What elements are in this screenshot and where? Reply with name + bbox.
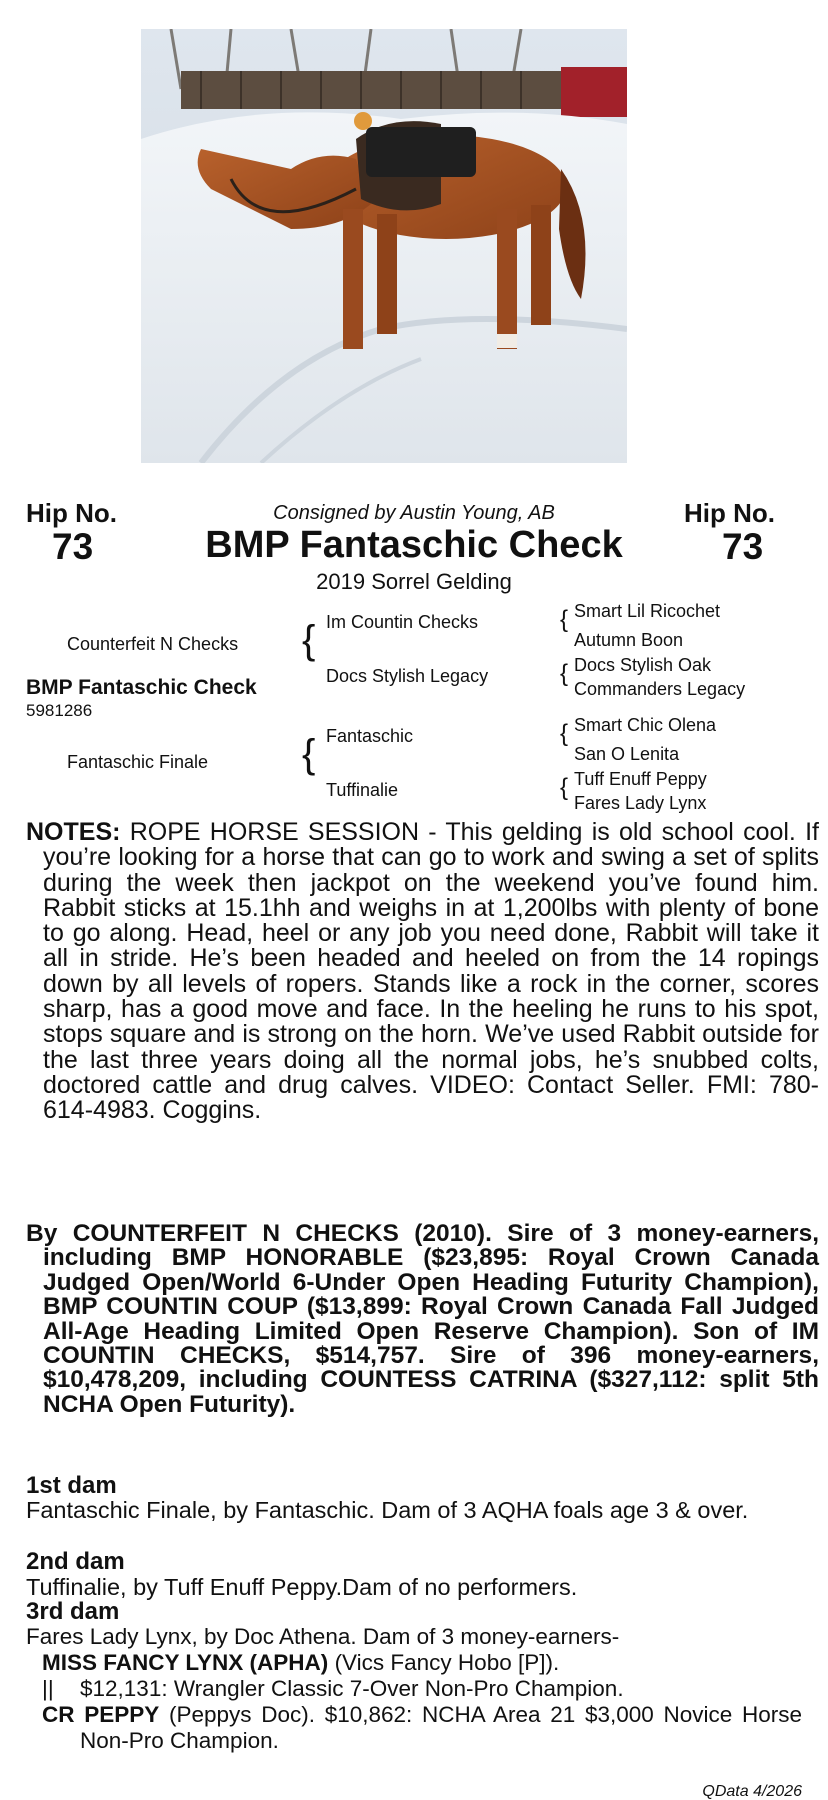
produce-1-name: MISS FANCY LYNX (APHA) [42,1650,329,1675]
sorrel-gelding-photo [141,29,627,463]
pedigree-brace: { [560,660,569,687]
pedigree-g4: Commanders Legacy [574,679,746,699]
produce-1-sire: (Vics Fancy Hobo [P]). [334,1650,560,1675]
second-dam-heading: 2nd dam [26,1548,125,1575]
pedigree-g8: Fares Lady Lynx [574,793,707,813]
hip-label-left: Hip No. [26,498,117,528]
pedigree-brace: { [302,618,316,662]
pedigree-dam-dam: Tuffinalie [326,780,399,800]
pedigree-dam-sire: Fantaschic [326,726,414,746]
produce-2 [42,1702,802,1754]
hip-label-right: Hip No. [684,498,775,528]
first-dam-heading: 1st dam [26,1472,117,1499]
horse-photo [141,29,627,463]
second-dam-text: Tuffinalie, by Tuff Enuff Peppy.Dam of no performers. [26,1574,578,1600]
pedigree-g1: Smart Lil Ricochet [574,601,721,621]
pedigree-g3: Docs Stylish Oak [574,655,712,675]
pedigree-g2: Autumn Boon [574,630,684,650]
qdata-footer: QData 4/2026 [702,1783,802,1800]
notes-paragraph [26,820,819,1124]
registration-number: 5981286 [26,701,93,720]
pedigree-dam: Fantaschic Finale [67,752,209,772]
notes-text: ROPE HORSE SESSION - This gelding is old school cool. If you’re looking for a horse that can go to work and swing a set of splits during the week then jackpot on the weekend you’ve found him. Rabbit sticks at 15.1hh and weighs in at 1,200lbs with plenty of bone to go along. Head, heel or any job you need done, Rabbit will take it all in stride. He’s been headed and heeled on from the 14 ropings down by all levels of ropers. Stands like a rock in the corner, scores sharp, has a good move and face. In the heeling he runs to his spot, stops square and is strong on the horn. We’ve used Rabbit outside for the last three years doing all the normal jobs, he’s snubbed colts, doctored cattle and drug calves. VIDEO: Contact Seller. FMI: 780-614-4983. Coggins. [43,818,819,1125]
hip-number-left: 73 [52,526,94,567]
consigner-line: Consigned by Austin Young, AB [273,502,555,524]
pedigree-sire-sire: Im Countin Checks [326,612,479,632]
third-dam-text: Fares Lady Lynx, by Doc Athena. Dam of 3 money-earners- [26,1624,620,1649]
first-dam-text: Fantaschic Finale, by Fantaschic. Dam of 3 AQHA foals age 3 & over. [26,1497,749,1523]
sire-summary: By COUNTERFEIT N CHECKS (2010). Sire of 3 money-earners, including BMP HONORABLE ($23,895: Royal Crown Canada Judged Open/World 6-Under Open Heading Futurity Champion), BMP COUNTIN COUP ($13,899: Royal Crown Canada Fall Judged All-Age Heading Limited Open Reserve Champion). Son of IM COUNTIN CHECKS, $514,757. Sire of 396 money-earners, $10,478,209, including COUNTESS CATRINA ($327,112: split 5th NCHA Open Futurity). [26,1220,819,1418]
produce-1-marker: || [42,1676,54,1701]
pedigree-g5: Smart Chic Olena [574,715,717,735]
pedigree-g7: Tuff Enuff Peppy [574,769,707,789]
horse-name: BMP Fantaschic Check [205,524,623,566]
pedigree-brace: { [560,606,569,633]
produce-1-detail: $12,131: Wrangler Classic 7-Over Non-Pro Champion. [80,1676,624,1701]
pedigree-g6: San O Lenita [574,744,680,764]
pedigree-subject: BMP Fantaschic Check [26,676,257,699]
produce-1 [42,1650,802,1676]
pedigree-brace: { [560,774,569,801]
pedigree-sire-dam: Docs Stylish Legacy [326,666,489,686]
hip-number-right: 73 [722,526,764,567]
produce-2-text: (Peppys Doc). $10,862: NCHA Area 21 $3,000 Novice Horse Non-Pro Champion. [80,1702,802,1753]
produce-2-name: CR PEPPY [42,1702,160,1727]
notes-label: NOTES: [26,818,121,846]
pedigree-brace: { [560,720,569,747]
horse-description: 2019 Sorrel Gelding [316,569,512,594]
produce-1-detail-line [42,1676,802,1702]
third-dam-heading: 3rd dam [26,1598,120,1625]
pedigree-sire: Counterfeit N Checks [67,634,239,654]
pedigree-brace: { [302,732,316,776]
